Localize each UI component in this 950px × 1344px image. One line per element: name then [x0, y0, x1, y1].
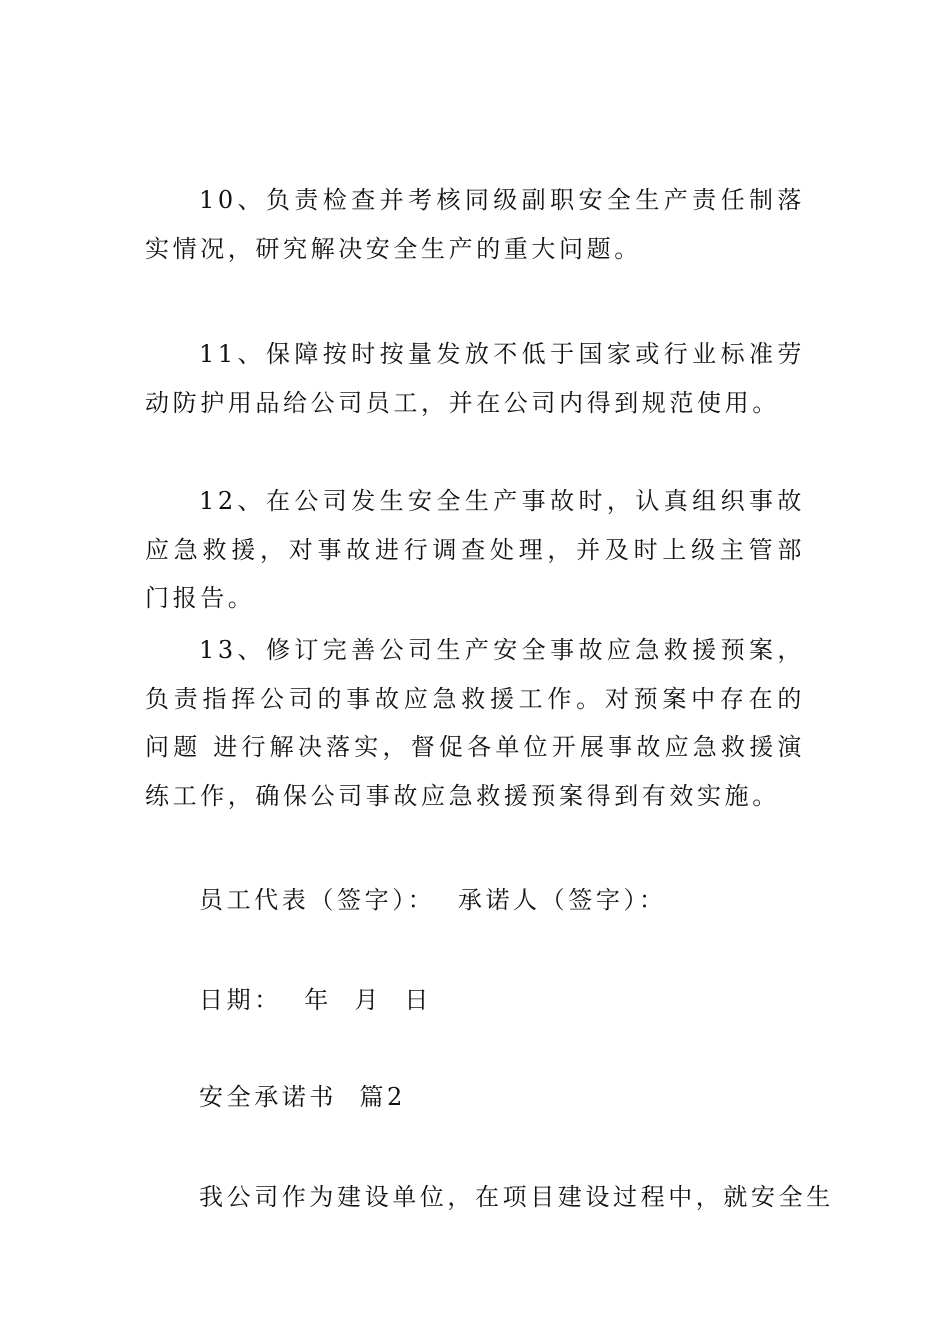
- clause-11: 11、保障按时按量发放不低于国家或行业标准劳动防护用品给公司员工，并在公司内得到规范使用。: [145, 340, 805, 417]
- intro-paragraph: 我公司作为建设单位，在项目建设过程中，就安全生: [199, 1183, 834, 1211]
- clause-12: 12、在公司发生安全生产事故时，认真组织事故应急救援，对事故进行调查处理，并及时上级主管部门报告。: [145, 487, 805, 612]
- clause-10: 10、负责检查并考核同级副职安全生产责任制落实情况，研究解决安全生产的重大问题。: [145, 186, 805, 263]
- clause-13: 13、修订完善公司生产安全事故应急救援预案，负责指挥公司的事故应急救援工作。对预案中存在的问题 进行解决落实，督促各单位开展事故应急救援演练工作，确保公司事故应急救援预案得到有效实施。: [145, 636, 805, 810]
- signature-line: 员工代表（签字）： 承诺人（签字）：: [199, 886, 667, 914]
- section-title: 安全承诺书 篇2: [199, 1083, 406, 1111]
- date-line: 日期： 年 月 日: [199, 986, 432, 1014]
